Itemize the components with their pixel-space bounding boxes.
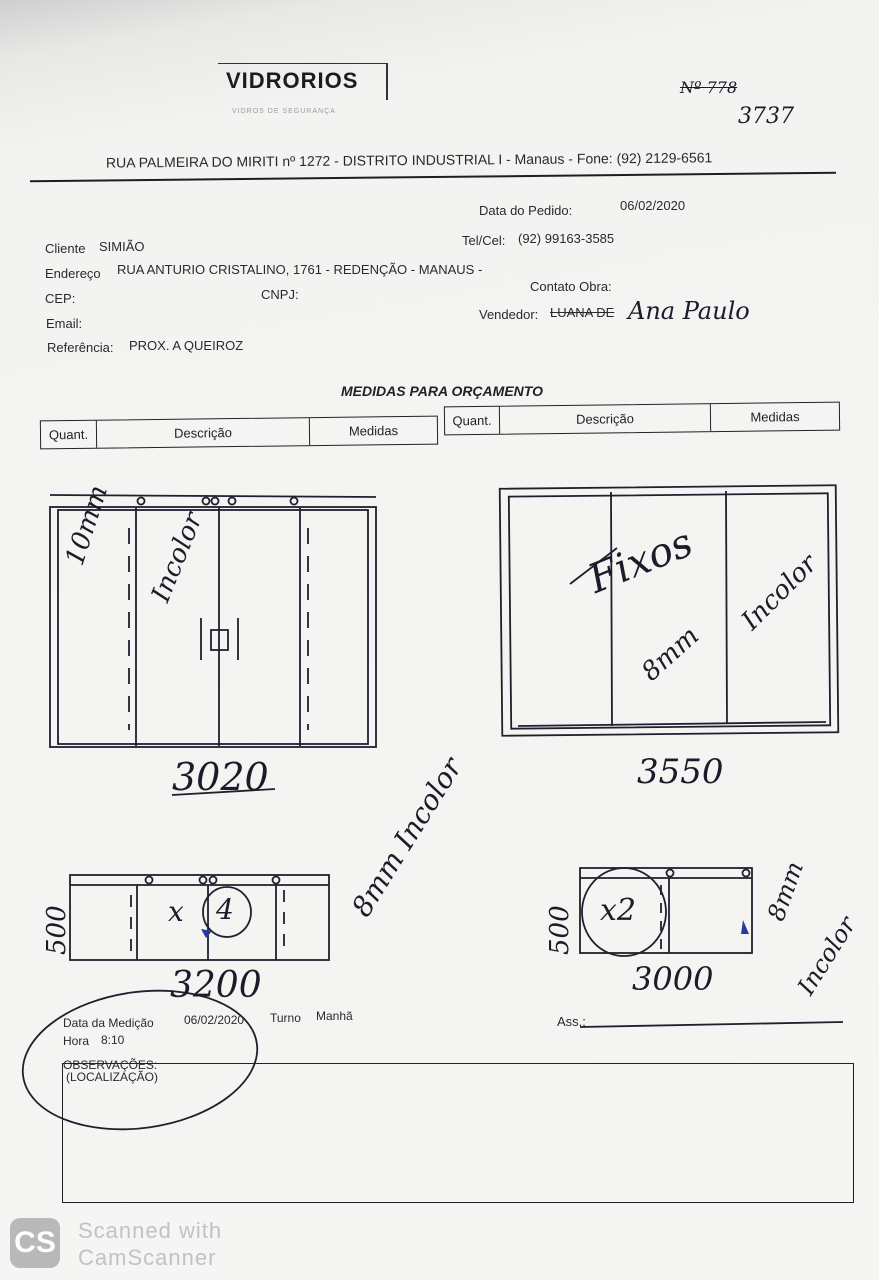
sketch3-height: 500	[42, 905, 72, 955]
sketch3-times: x	[168, 895, 184, 928]
sketch1-note-color: Incolor	[146, 508, 209, 607]
observacoes-box	[62, 1063, 854, 1203]
telcel-label: Tel/Cel:	[462, 233, 506, 248]
endereco-label: Endereço	[45, 266, 101, 281]
observacoes-value: (LOCALIZAÇÃO)	[66, 1070, 159, 1084]
camscanner-line1: Scanned with	[78, 1218, 223, 1243]
sketch3-width: 3200	[170, 965, 262, 1006]
camscanner-logo: CS	[10, 1218, 60, 1268]
descricao-header-right: Descrição	[500, 404, 711, 434]
sketch3-quantity: 4	[216, 893, 234, 926]
company-logo-subtitle: VIDROS DE SEGURANÇA	[232, 108, 336, 115]
sketch2-width: 3550	[637, 752, 724, 792]
section-title: MEDIDAS PARA ORÇAMENTO	[341, 383, 543, 399]
camscanner-line2: CamScanner	[78, 1245, 217, 1270]
descricao-header: Descrição	[97, 418, 310, 448]
signature-line	[580, 1022, 843, 1027]
observacoes-label: OBSERVAÇÕES:	[63, 1058, 158, 1072]
vendedor-struck: LUANA DE	[550, 305, 615, 320]
cep-label: CEP:	[45, 291, 76, 306]
data-pedido-label: Data do Pedido:	[479, 203, 573, 218]
sketch4-width: 3000	[632, 960, 714, 998]
cliente-value: SIMIÃO	[99, 239, 145, 254]
sketch1-width: 3020	[172, 755, 269, 799]
assinatura-label: Ass.:	[557, 1014, 586, 1029]
sketch2-note-color: Incolor	[736, 548, 824, 637]
sketch-small-panel-1	[70, 875, 329, 960]
form-number-handwritten: 3737	[738, 104, 794, 129]
cnpj-label: CNPJ:	[261, 287, 299, 302]
hora-label: Hora	[63, 1034, 90, 1048]
contato-obra-label: Contato Obra:	[530, 279, 612, 294]
vendedor-label: Vendedor:	[479, 307, 539, 322]
middle-note-glass: 8mm Incolor	[345, 751, 469, 923]
turno-label: Turno	[270, 1011, 301, 1025]
sketch2-note-fixos: Fixos	[582, 519, 700, 603]
turno-value: Manhã	[316, 1009, 353, 1023]
company-logo: VIDRORIOS	[226, 68, 359, 93]
referencia-label: Referência:	[47, 340, 114, 355]
form-number-printed: Nº 778	[680, 78, 738, 97]
quant-header: Quant.	[41, 421, 97, 449]
sketch-fixed-window	[500, 485, 839, 736]
company-address: RUA PALMEIRA DO MIRITI nº 1272 - DISTRITO INDUSTRIAL I - Manaus - Fone: (92) 2129-6561	[105, 149, 713, 171]
vendedor-handwritten: Ana Paulo	[628, 297, 750, 325]
hora-value: 8:10	[101, 1033, 125, 1047]
quant-header-right: Quant.	[445, 407, 500, 435]
telcel-value: (92) 99163-3585	[518, 231, 615, 246]
data-medicao-value: 06/02/2020	[184, 1013, 245, 1027]
data-medicao-label: Data da Medição	[63, 1016, 154, 1030]
sketch2-note-thickness: 8mm	[636, 620, 706, 688]
medidas-header: Medidas	[348, 423, 399, 439]
sketch4-note-color: Incolor	[792, 911, 862, 1000]
email-label: Email:	[46, 316, 83, 331]
sketch1-note-thickness: 10mm	[60, 481, 114, 570]
sketch4-note-thickness: 8mm	[762, 857, 810, 925]
sketch4-height: 500	[545, 905, 575, 955]
sketch4-quantity: x2	[600, 893, 637, 928]
medidas-header-right: Medidas	[750, 409, 800, 425]
data-pedido-value: 06/02/2020	[620, 198, 686, 213]
referencia-value: PROX. A QUEIROZ	[129, 338, 244, 353]
cliente-label: Cliente	[45, 241, 86, 256]
endereco-value: RUA ANTURIO CRISTALINO, 1761 - REDENÇÃO - MANAUS -	[117, 262, 483, 277]
